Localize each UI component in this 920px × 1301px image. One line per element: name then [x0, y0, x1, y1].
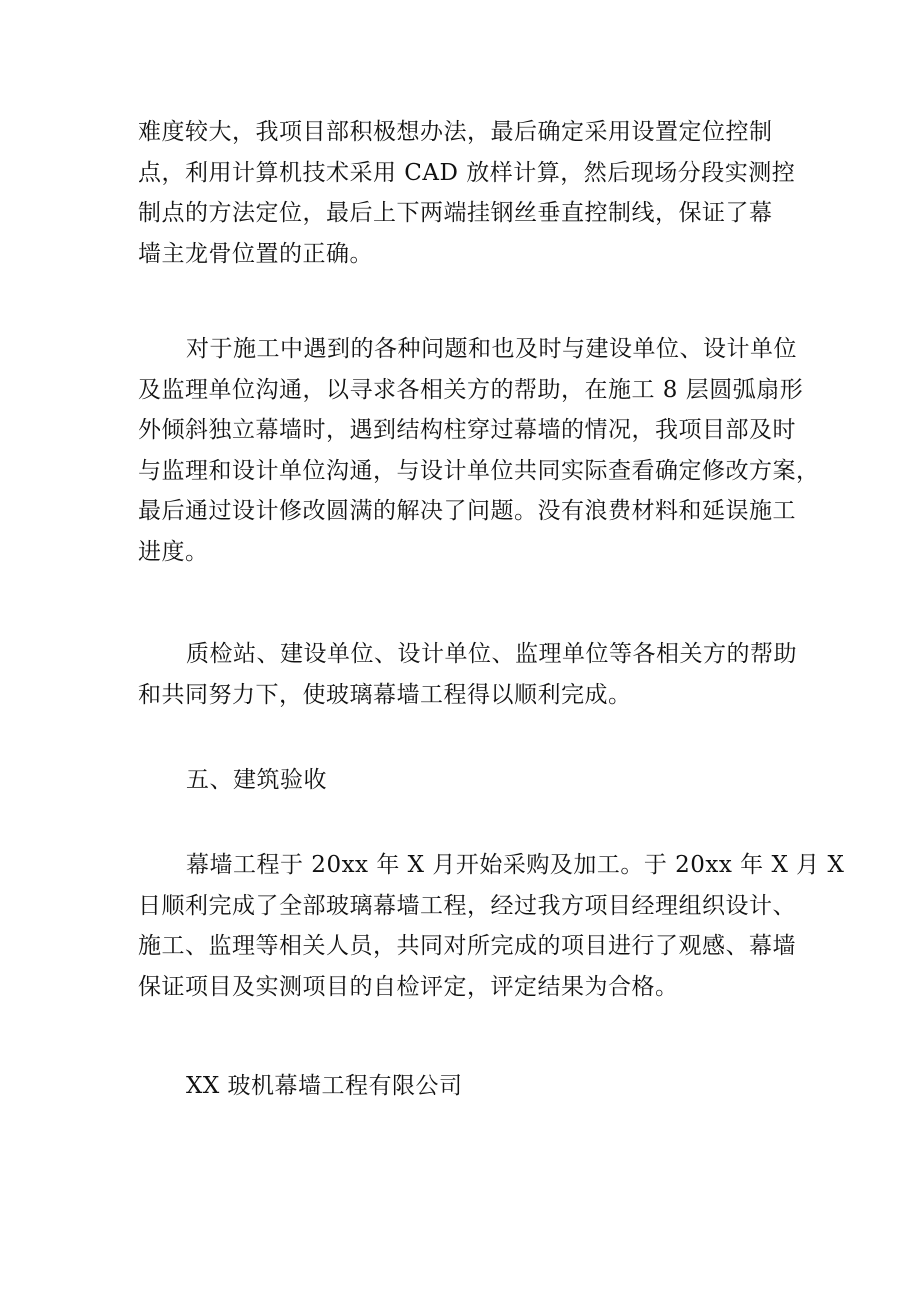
section-heading: 五、建筑验收 — [186, 767, 327, 793]
text-line: 与监理和设计单位沟通，与设计单位共同实际查看确定修改方案， — [138, 457, 820, 484]
text-line: 幕墙工程于 20xx 年 X 月开始采购及加工。于 20xx 年 X 月 X — [186, 852, 845, 878]
paragraph-acknowledgement — [138, 634, 797, 715]
text-line: 进度。 — [138, 538, 209, 565]
text-line: 及监理单位沟通，以寻求各相关方的帮助，在施工 8 层圆弧扇形 — [138, 376, 804, 403]
text-line: 保证项目及实测项目的自检评定，评定结果为合格。 — [138, 973, 679, 1000]
section-heading-acceptance — [138, 760, 788, 801]
text-line: 质检站、建设单位、设计单位、监理单位等各相关方的帮助 — [186, 641, 797, 667]
text-line: 最后通过设计修改圆满的解决了问题。没有浪费材料和延误施工 — [138, 498, 796, 524]
paragraph-communication — [138, 329, 820, 572]
paragraph-acceptance — [138, 845, 845, 1007]
text-line: 日顺利完成了全部玻璃幕墙工程，经过我方项目经理组织设计、 — [138, 892, 796, 919]
text-line: 点，利用计算机技术采用 CAD 放样计算，然后现场分段实测控 — [138, 159, 796, 186]
company-signature — [138, 1066, 788, 1107]
text-line: 外倾斜独立幕墙时，遇到结构柱穿过幕墙的情况，我项目部及时 — [138, 417, 796, 443]
text-line: 墙主龙骨位置的正确。 — [138, 240, 373, 267]
company-name: XX 玻机幕墙工程有限公司 — [186, 1073, 463, 1099]
text-line: 和共同努力下，使玻璃幕墙工程得以顺利完成。 — [138, 681, 632, 708]
paragraph-positioning-method — [138, 112, 796, 274]
text-line: 难度较大，我项目部积极想办法，最后确定采用设置定位控制 — [138, 119, 773, 145]
text-line: 对于施工中遇到的各种问题和也及时与建设单位、设计单位 — [186, 336, 797, 362]
text-line: 制点的方法定位，最后上下两端挂钢丝垂直控制线，保证了幕 — [138, 200, 773, 226]
text-line: 施工、监理等相关人员，共同对所完成的项目进行了观感、幕墙 — [138, 933, 796, 959]
